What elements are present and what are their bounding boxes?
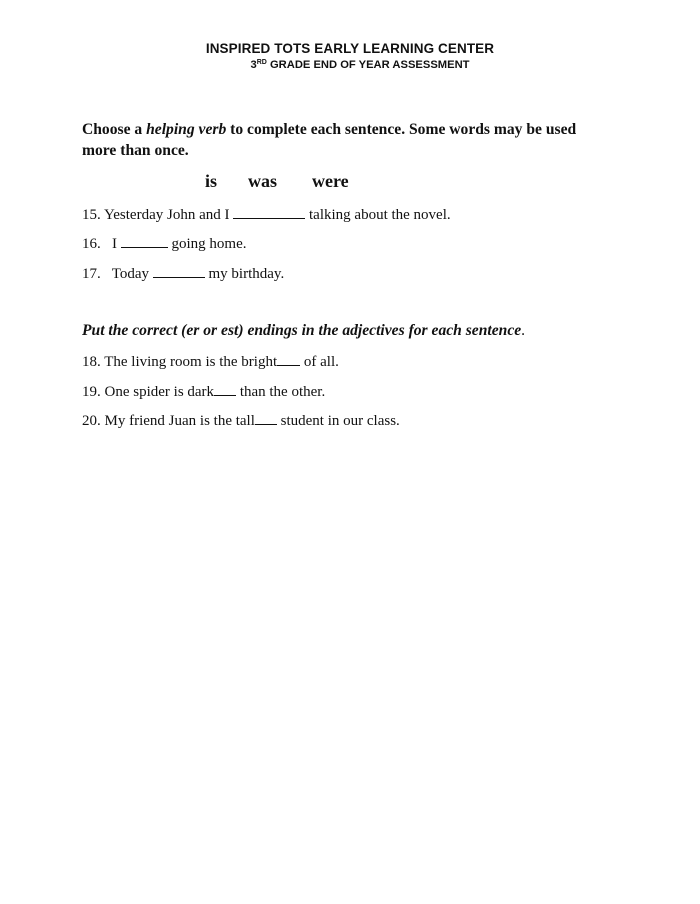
question-text: talking about the novel. xyxy=(305,207,451,223)
question-text: 17. Today xyxy=(82,266,153,282)
word-bank-item: is xyxy=(205,171,218,191)
instruction-emphasis: helping verb xyxy=(146,121,227,138)
question-text: my birthday. xyxy=(204,266,285,282)
question-16 xyxy=(82,234,247,253)
question-20 xyxy=(82,411,400,430)
answer-blank[interactable] xyxy=(121,234,168,248)
question-19 xyxy=(82,382,325,401)
adjective-endings-instructions xyxy=(82,322,525,340)
question-text: 19. One spider is dark xyxy=(82,384,215,400)
question-text: of all. xyxy=(300,354,339,370)
subtitle-text: GRADE END OF YEAR ASSESSMENT xyxy=(266,59,470,71)
answer-blank[interactable] xyxy=(153,264,205,278)
question-text: 16. I xyxy=(82,236,121,252)
question-text: going home. xyxy=(167,236,247,252)
word-bank-item: were xyxy=(312,171,349,191)
helping-verb-instructions xyxy=(82,119,612,161)
school-title: INSPIRED TOTS EARLY LEARNING CENTER xyxy=(205,41,495,56)
question-text: 18. The living room is the bright xyxy=(82,354,278,370)
grade-number: 3 xyxy=(250,59,257,71)
assessment-subtitle xyxy=(0,59,700,71)
question-text: 15. Yesterday John and I xyxy=(82,207,234,223)
answer-blank[interactable] xyxy=(233,205,305,219)
answer-blank[interactable] xyxy=(255,411,277,425)
question-15 xyxy=(82,205,451,224)
question-text: student in our class. xyxy=(276,413,400,429)
answer-blank[interactable] xyxy=(214,382,236,396)
grade-ordinal-suffix: RD xyxy=(256,59,267,66)
instruction-period: . xyxy=(521,322,526,339)
question-text: 20. My friend Juan is the tall xyxy=(82,413,255,429)
instruction-text: Put the correct (er or est) endings in the adjectives for each sentence xyxy=(82,322,522,339)
word-bank-item: was xyxy=(248,171,278,191)
instruction-text-end: to complete each sentence. Some words may be used more than once. xyxy=(82,121,577,159)
question-18 xyxy=(82,352,339,371)
question-text: than the other. xyxy=(236,384,326,400)
answer-blank[interactable] xyxy=(277,352,300,366)
instruction-text-start: Choose a xyxy=(82,121,147,138)
question-17 xyxy=(82,264,284,283)
